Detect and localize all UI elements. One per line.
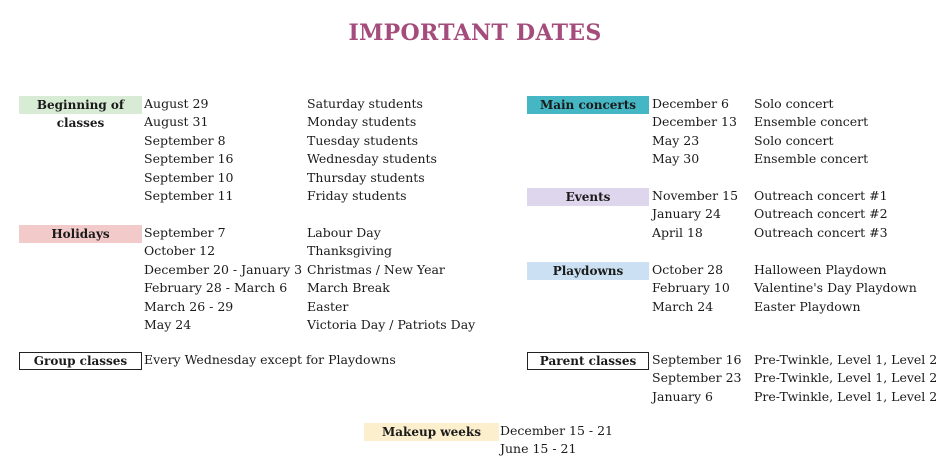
date-cell: August 31 (144, 114, 209, 130)
date-cell: March 24 (652, 298, 714, 314)
date-cell: January 6 (652, 388, 713, 404)
description-cell: Outreach concert #3 (754, 224, 888, 240)
date-cell: May 23 (652, 132, 700, 148)
playdowns-label: Playdowns (527, 262, 649, 280)
description-cell: Solo concert (754, 132, 834, 148)
date-cell: October 12 (144, 243, 216, 259)
description-cell: Friday students (307, 188, 407, 203)
group-classes-label: Group classes (19, 352, 142, 370)
date-cell: December 13 (652, 114, 737, 130)
description-cell: Pre-Twinkle, Level 1, Level 2 (754, 352, 938, 367)
date-cell: February 28 - March 6 (144, 280, 288, 296)
page-title: IMPORTANT DATES (348, 20, 602, 46)
description-cell: March Break (307, 280, 390, 296)
description-cell: Labour Day (307, 225, 381, 240)
date-cell: December 15 - 21 (500, 423, 614, 438)
description-cell: Thanksgiving (307, 243, 392, 259)
description-cell: Outreach concert #2 (754, 206, 888, 222)
description-cell: Christmas / New Year (307, 261, 445, 277)
date-cell: November 15 (652, 188, 739, 203)
date-cell: February 10 (652, 280, 730, 296)
description-cell: Monday students (307, 114, 417, 130)
description-cell: Outreach concert #1 (754, 188, 888, 203)
description-cell: Victoria Day / Patriots Day (307, 317, 476, 332)
main-concerts-label: Main concerts (527, 96, 649, 114)
makeup-label: Makeup weeks (364, 423, 499, 441)
date-cell: December 20 - January 3 (144, 261, 303, 277)
date-cell: June 15 - 21 (500, 441, 577, 457)
description-cell: Easter (307, 298, 349, 314)
date-cell: January 24 (652, 206, 721, 222)
date-cell: March 26 - 29 (144, 298, 234, 314)
date-cell: September 8 (144, 132, 226, 148)
description-cell: Tuesday students (307, 132, 419, 148)
description-cell: Wednesday students (307, 151, 437, 167)
description-cell: Easter Playdown (754, 298, 861, 314)
date-cell: April 18 (652, 224, 703, 240)
description-cell: Ensemble concert (754, 114, 869, 130)
date-cell: September 16 (652, 352, 742, 367)
date-cell: September 11 (144, 188, 234, 203)
description-cell: Thursday students (307, 169, 425, 185)
description-cell: Solo concert (754, 96, 834, 111)
events-label: Events (527, 188, 649, 206)
date-cell: August 29 (144, 96, 209, 111)
date-cell: December 6 (652, 96, 729, 111)
description-cell: Pre-Twinkle, Level 1, Level 2 (754, 388, 938, 404)
date-cell: September 10 (144, 169, 234, 185)
holidays-label: Holidays (19, 225, 142, 243)
description-cell: Valentine's Day Playdown (754, 280, 917, 296)
description-cell: Saturday students (307, 96, 423, 111)
date-cell: September 16 (144, 151, 234, 167)
parent-classes-label: Parent classes (527, 352, 649, 370)
description-cell: Every Wednesday except for Playdowns (144, 352, 396, 367)
date-cell: September 7 (144, 225, 226, 240)
date-cell: May 30 (652, 151, 700, 167)
description-cell: Pre-Twinkle, Level 1, Level 2 (754, 370, 938, 386)
date-cell: October 28 (652, 262, 724, 277)
beginning-label: Beginning of classes (19, 96, 142, 114)
date-cell: September 23 (652, 370, 742, 386)
description-cell: Halloween Playdown (754, 262, 887, 277)
description-cell: Ensemble concert (754, 151, 869, 167)
date-cell: May 24 (144, 317, 192, 332)
